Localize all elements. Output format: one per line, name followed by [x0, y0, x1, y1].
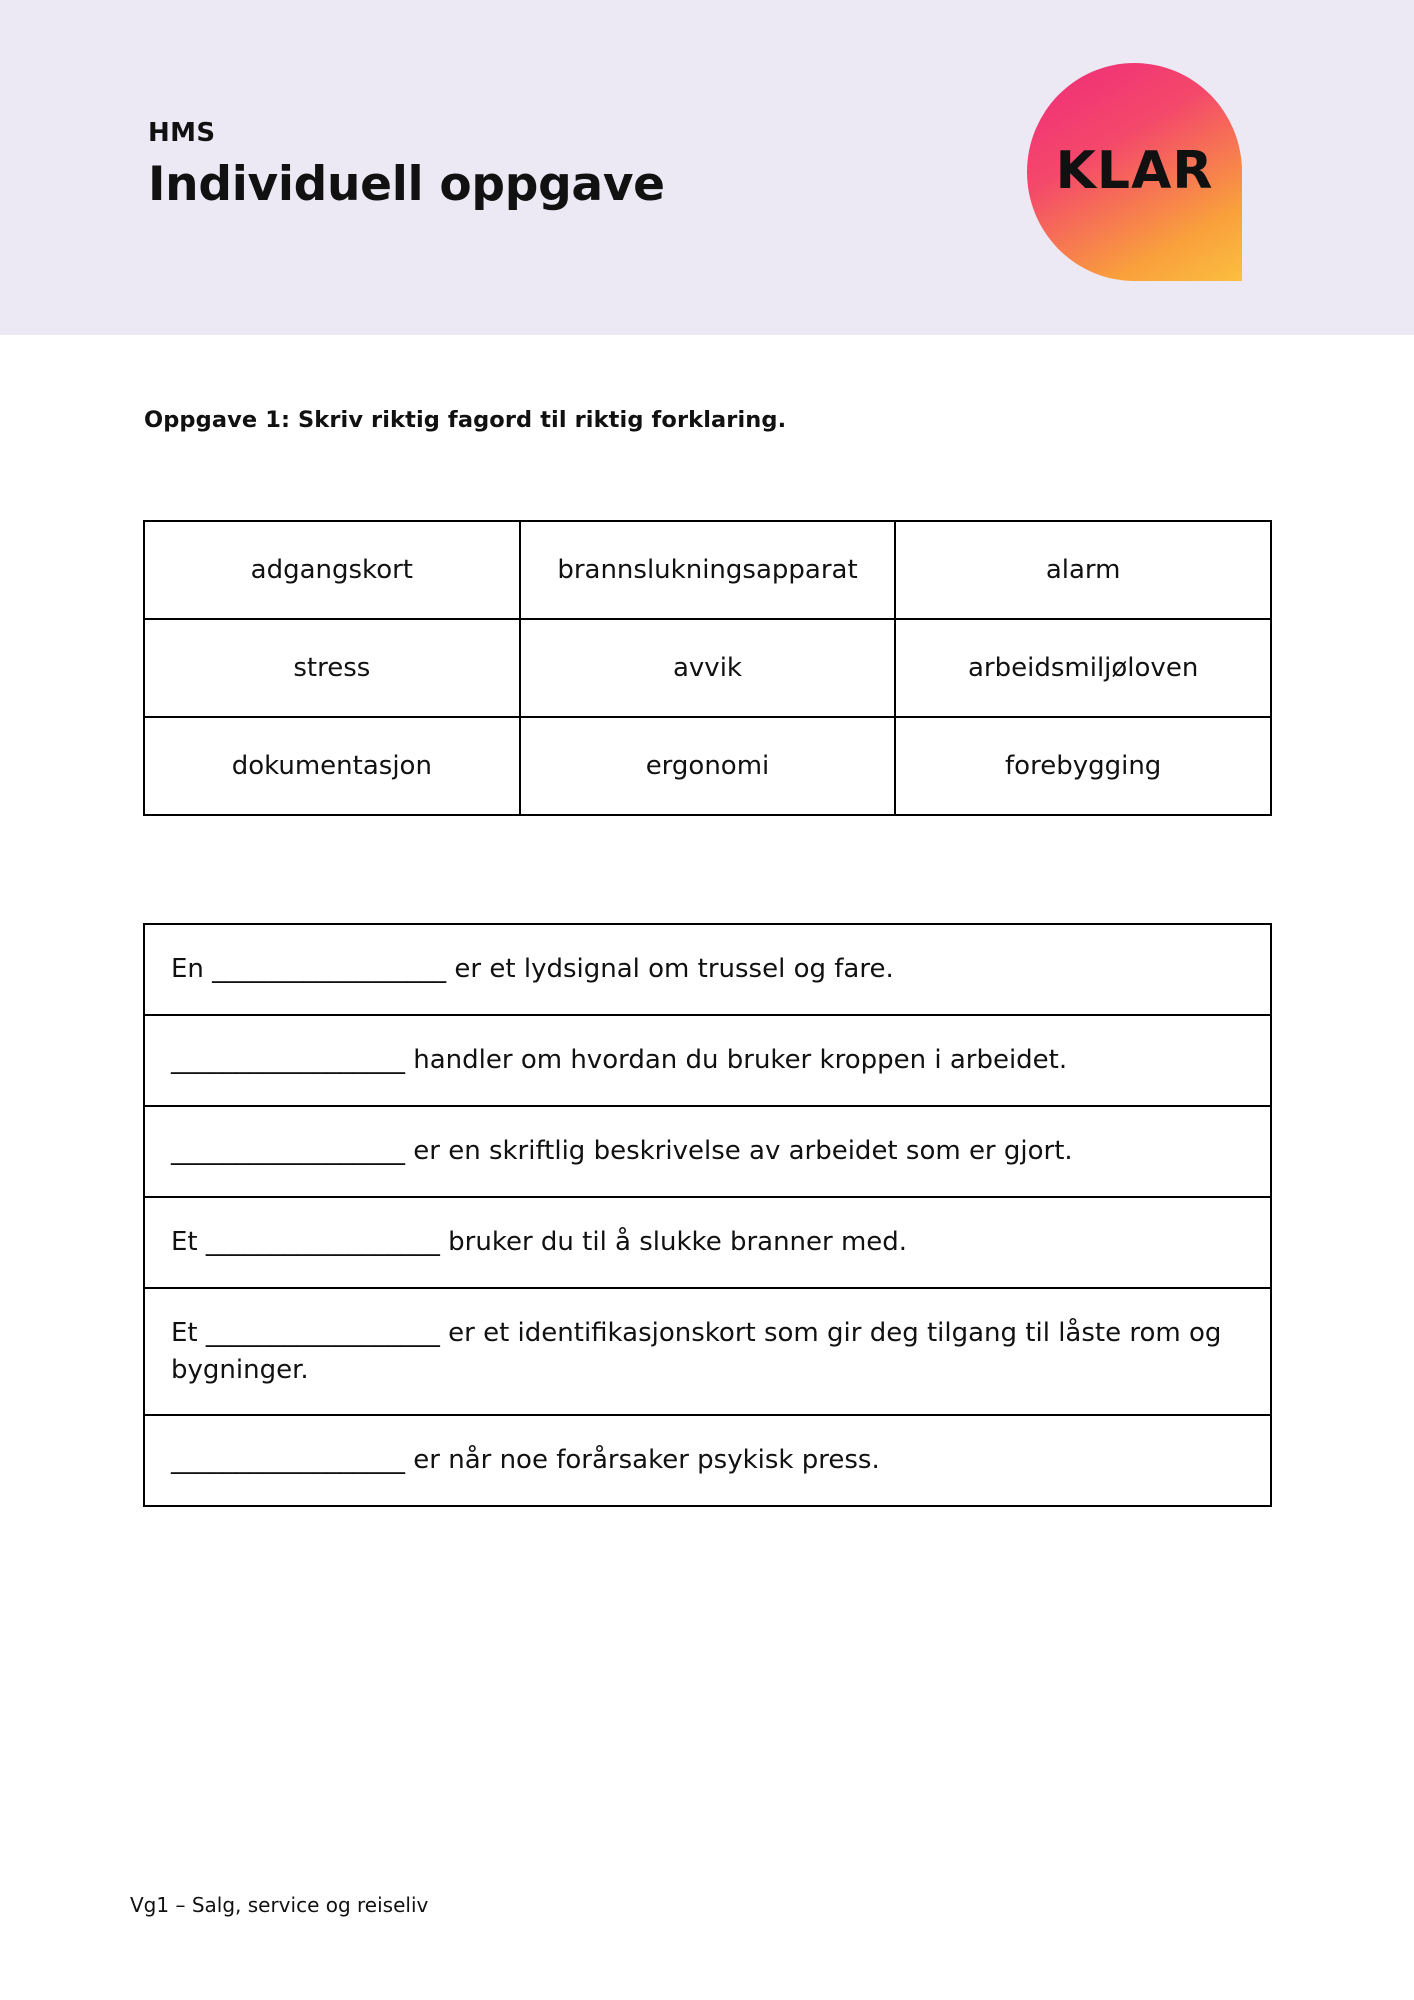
- word-cell: arbeidsmiljøloven: [895, 619, 1271, 717]
- sentence-row: Et __________________ bruker du til å slukke branner med.: [145, 1198, 1270, 1289]
- word-cell: dokumentasjon: [144, 717, 520, 815]
- klar-logo: [1027, 63, 1242, 281]
- table-row: [144, 619, 1271, 717]
- word-bank-table: [143, 520, 1272, 816]
- header-text-block: [148, 118, 665, 212]
- word-cell: adgangskort: [144, 521, 520, 619]
- page-header: [0, 0, 1414, 335]
- word-cell: forebygging: [895, 717, 1271, 815]
- word-cell: brannslukningsapparat: [520, 521, 896, 619]
- sentence-row: En __________________ er et lydsignal om trussel og fare.: [145, 925, 1270, 1016]
- word-cell: alarm: [895, 521, 1271, 619]
- sentence-row: Et __________________ er et identifikasjonskort som gir deg tilgang til låste rom og bygninger.: [145, 1289, 1270, 1417]
- header-eyebrow: HMS: [148, 118, 216, 148]
- page-footer: Vg1 – Salg, service og reiseliv: [130, 1893, 429, 1917]
- sentence-row: __________________ handler om hvordan du bruker kroppen i arbeidet.: [145, 1016, 1270, 1107]
- klar-logo-label: KLAR: [1055, 140, 1214, 201]
- table-row: [144, 717, 1271, 815]
- word-cell: ergonomi: [520, 717, 896, 815]
- table-row: [144, 521, 1271, 619]
- word-cell: stress: [144, 619, 520, 717]
- sentence-row: __________________ er når noe forårsaker psykisk press.: [171, 1445, 880, 1476]
- task-heading: Oppgave 1: Skriv riktig fagord til riktig forklaring.: [144, 407, 787, 433]
- page-title: Individuell oppgave: [148, 157, 665, 212]
- sentence-row: __________________ er en skriftlig beskrivelse av arbeidet som er gjort.: [145, 1107, 1270, 1198]
- sentences-table: [143, 923, 1272, 1507]
- word-cell: avvik: [520, 619, 896, 717]
